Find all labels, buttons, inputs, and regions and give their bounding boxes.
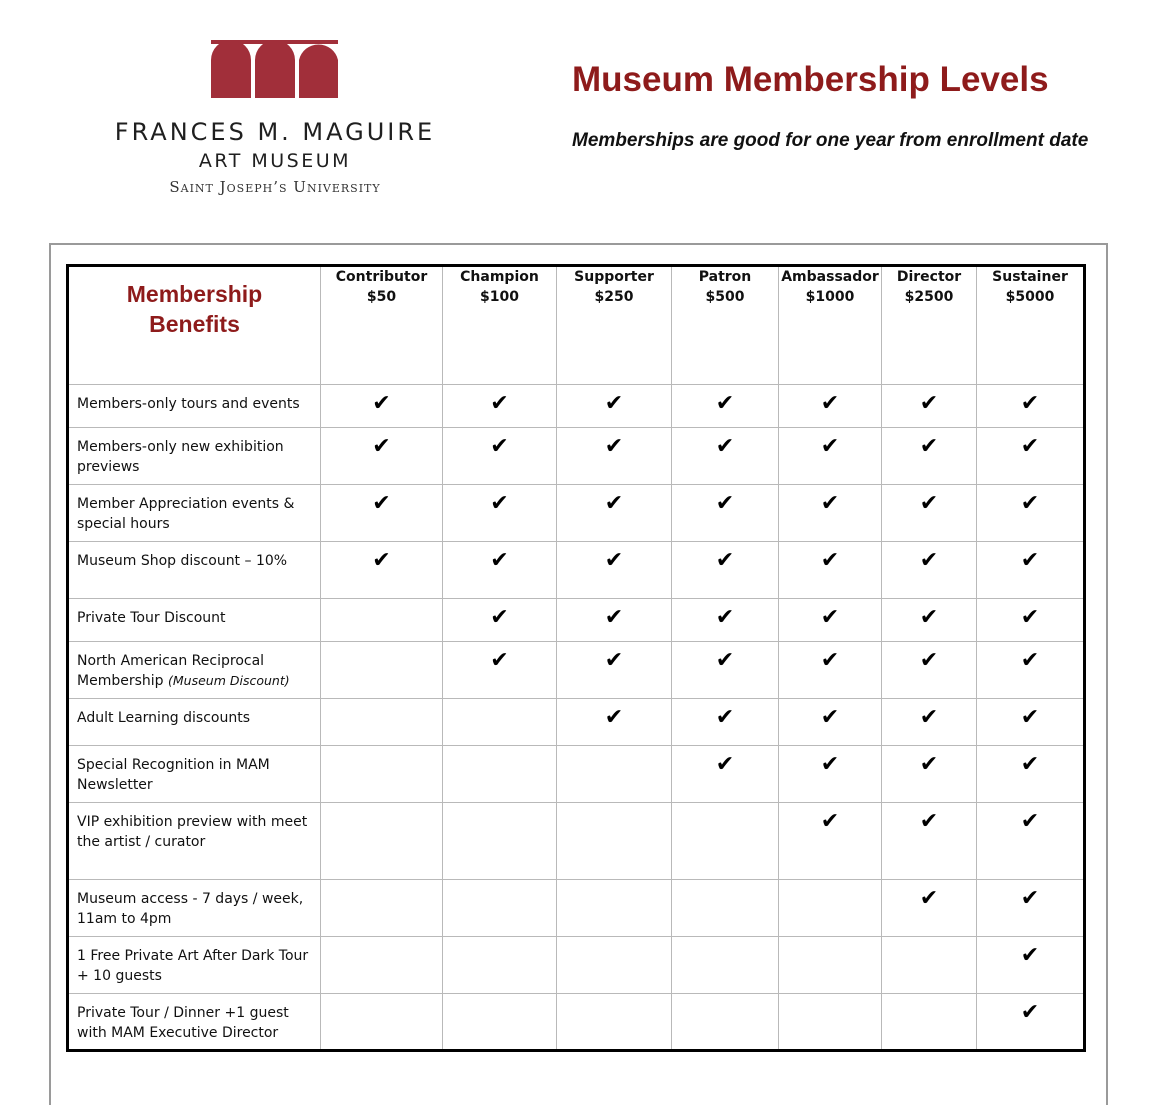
checkmark-icon: ✔ [604,434,624,459]
level-name: Sustainer [992,269,1068,285]
check-cell-director [882,880,977,937]
check-cell-supporter [557,994,672,1051]
check-cell-director [882,542,977,599]
level-column-header-champion [443,266,557,385]
benefit-label: Museum access - 7 days / week, 11am to 4pm [77,891,304,927]
checkmark-icon: ✔ [820,648,840,673]
table-row [68,428,1085,485]
check-cell-patron [672,428,779,485]
table-row [68,880,1085,937]
check-cell-contributor [321,385,443,428]
checkmark-icon: ✔ [604,548,624,573]
check-cell-sustainer [977,428,1085,485]
check-cell-sustainer [977,880,1085,937]
check-cell-ambassador [779,699,882,746]
checkmark-icon: ✔ [1020,943,1040,968]
check-cell-supporter [557,937,672,994]
benefit-note: (Museum Discount) [167,673,290,688]
benefit-cell [68,746,321,803]
table-row [68,746,1085,803]
checkmark-icon: ✔ [1020,705,1040,730]
checkmark-icon: ✔ [372,548,391,573]
checkmark-icon: ✔ [919,434,939,459]
check-cell-director [882,746,977,803]
checkmark-icon: ✔ [715,705,735,730]
page-subtitle: Memberships are good for one year from enrollment date [572,130,1089,151]
check-cell-champion [443,642,557,699]
check-cell-patron [672,994,779,1051]
checkmark-icon: ✔ [820,705,840,730]
checkmark-icon: ✔ [715,391,735,416]
check-cell-supporter [557,746,672,803]
checkmark-icon: ✔ [919,648,939,673]
checkmark-icon: ✔ [820,548,840,573]
level-column-header-director [882,266,977,385]
level-name: Ambassador [781,269,879,285]
check-cell-director [882,699,977,746]
checkmark-icon: ✔ [919,886,939,911]
level-name: Contributor [335,269,428,285]
check-cell-supporter [557,699,672,746]
check-cell-patron [672,880,779,937]
check-cell-sustainer [977,699,1085,746]
museum-name-line2: ART MUSEUM [198,150,352,172]
table-row [68,803,1085,880]
checkmark-icon: ✔ [820,605,840,630]
university-name: Saint Joseph’s University [169,178,381,196]
checkmark-icon: ✔ [490,391,509,416]
check-cell-patron [672,803,779,880]
level-column-header-sustainer [977,266,1085,385]
benefits-column-header [68,266,321,385]
check-cell-sustainer [977,599,1085,642]
check-cell-director [882,937,977,994]
check-cell-director [882,803,977,880]
check-cell-sustainer [977,994,1085,1051]
check-cell-champion [443,746,557,803]
check-cell-patron [672,542,779,599]
check-cell-champion [443,699,557,746]
check-cell-ambassador [779,994,882,1051]
checkmark-icon: ✔ [1020,548,1040,573]
check-cell-contributor [321,994,443,1051]
page-title: Museum Membership Levels [572,60,1049,99]
benefit-label: North American Reciprocal Membership [77,653,265,689]
check-cell-director [882,485,977,542]
check-cell-patron [672,746,779,803]
checkmark-icon: ✔ [715,434,735,459]
check-cell-ambassador [779,937,882,994]
check-cell-patron [672,642,779,699]
level-name: Patron [698,269,752,285]
checkmark-icon: ✔ [490,648,509,673]
benefit-label: 1 Free Private Art After Dark Tour + 10 guests [77,948,309,984]
benefit-label: Special Recognition in MAM Newsletter [77,757,270,793]
benefit-cell [68,542,321,599]
benefits-heading-line2: Benefits [149,311,240,337]
check-cell-champion [443,994,557,1051]
check-cell-champion [443,485,557,542]
table-row [68,599,1085,642]
checkmark-icon: ✔ [919,548,939,573]
check-cell-champion [443,428,557,485]
check-cell-contributor [321,880,443,937]
check-cell-supporter [557,599,672,642]
checkmark-icon: ✔ [820,434,840,459]
checkmark-icon: ✔ [715,605,735,630]
checkmark-icon: ✔ [1020,809,1040,834]
table-row [68,994,1085,1051]
checkmark-icon: ✔ [919,809,939,834]
level-price: $5000 [1005,289,1055,305]
checkmark-icon: ✔ [1020,391,1040,416]
check-cell-director [882,642,977,699]
check-cell-sustainer [977,746,1085,803]
benefit-cell [68,485,321,542]
check-cell-patron [672,699,779,746]
check-cell-supporter [557,385,672,428]
check-cell-sustainer [977,803,1085,880]
check-cell-contributor [321,599,443,642]
level-price: $2500 [904,289,954,305]
level-column-header-contributor [321,266,443,385]
table-body [68,385,1085,1051]
table-row [68,699,1085,746]
check-cell-supporter [557,428,672,485]
benefit-label: Private Tour Discount [77,610,226,626]
benefit-label: Member Appreciation events & special hours [77,496,295,532]
check-cell-supporter [557,485,672,542]
check-cell-contributor [321,803,443,880]
check-cell-patron [672,385,779,428]
checkmark-icon: ✔ [919,752,939,777]
check-cell-patron [672,937,779,994]
check-cell-champion [443,937,557,994]
membership-table [66,264,1086,1052]
checkmark-icon: ✔ [715,548,735,573]
level-name: Supporter [574,269,654,285]
level-price: $1000 [805,289,855,305]
check-cell-ambassador [779,485,882,542]
benefit-label: VIP exhibition preview with meet the artist / curator [77,814,308,850]
check-cell-director [882,599,977,642]
check-cell-supporter [557,642,672,699]
benefits-heading-line1: Membership [126,281,263,307]
check-cell-sustainer [977,937,1085,994]
check-cell-ambassador [779,599,882,642]
check-cell-contributor [321,428,443,485]
checkmark-icon: ✔ [604,491,624,516]
checkmark-icon: ✔ [1020,752,1040,777]
benefit-label: Adult Learning discounts [77,710,251,726]
check-cell-ambassador [779,428,882,485]
benefit-cell [68,699,321,746]
check-cell-champion [443,880,557,937]
check-cell-champion [443,542,557,599]
checkmark-icon: ✔ [372,434,391,459]
benefit-label: Private Tour / Dinner +1 guest with MAM Executive Director [77,1005,289,1041]
checkmark-icon: ✔ [919,491,939,516]
check-cell-patron [672,599,779,642]
check-cell-director [882,385,977,428]
checkmark-icon: ✔ [372,391,391,416]
checkmark-icon: ✔ [604,705,624,730]
checkmark-icon: ✔ [715,752,735,777]
checkmark-icon: ✔ [1020,648,1040,673]
checkmark-icon: ✔ [715,648,735,673]
table-row [68,937,1085,994]
benefit-cell [68,880,321,937]
check-cell-contributor [321,542,443,599]
checkmark-icon: ✔ [919,605,939,630]
checkmark-icon: ✔ [372,491,391,516]
benefit-cell [68,385,321,428]
check-cell-champion [443,803,557,880]
museum-name-line1: FRANCES M. MAGUIRE [114,118,436,146]
check-cell-supporter [557,803,672,880]
level-price: $250 [594,289,634,305]
museum-logo-arches-icon [211,40,338,98]
check-cell-ambassador [779,542,882,599]
checkmark-icon: ✔ [490,605,509,630]
level-name: Champion [460,269,539,285]
check-cell-sustainer [977,542,1085,599]
check-cell-sustainer [977,485,1085,542]
check-cell-patron [672,485,779,542]
benefit-cell [68,642,321,699]
checkmark-icon: ✔ [604,648,624,673]
benefit-label: Members-only tours and events [77,396,300,412]
checkmark-icon: ✔ [490,434,509,459]
checkmark-icon: ✔ [715,491,735,516]
table-row [68,485,1085,542]
checkmark-icon: ✔ [919,391,939,416]
checkmark-icon: ✔ [820,752,840,777]
checkmark-icon: ✔ [1020,434,1040,459]
checkmark-icon: ✔ [490,548,509,573]
checkmark-icon: ✔ [820,809,840,834]
level-price: $100 [480,289,519,305]
check-cell-ambassador [779,880,882,937]
table-row [68,385,1085,428]
checkmark-icon: ✔ [1020,491,1040,516]
table-row [68,642,1085,699]
check-cell-sustainer [977,385,1085,428]
check-cell-sustainer [977,642,1085,699]
check-cell-supporter [557,542,672,599]
checkmark-icon: ✔ [820,491,840,516]
level-column-header-ambassador [779,266,882,385]
check-cell-ambassador [779,803,882,880]
benefit-label: Members-only new exhibition previews [77,439,284,475]
table-row [68,542,1085,599]
check-cell-contributor [321,746,443,803]
checkmark-icon: ✔ [1020,886,1040,911]
level-price: $50 [366,289,397,305]
check-cell-director [882,428,977,485]
benefit-label: Museum Shop discount – 10% [77,553,288,569]
checkmark-icon: ✔ [919,705,939,730]
checkmark-icon: ✔ [1020,605,1040,630]
level-column-header-supporter [557,266,672,385]
level-column-header-patron [672,266,779,385]
level-price: $500 [705,289,745,305]
check-cell-contributor [321,485,443,542]
check-cell-contributor [321,937,443,994]
level-name: Director [896,269,962,285]
benefit-cell [68,803,321,880]
check-cell-director [882,994,977,1051]
checkmark-icon: ✔ [820,391,840,416]
benefit-cell [68,994,321,1051]
benefit-cell [68,599,321,642]
check-cell-champion [443,599,557,642]
checkmark-icon: ✔ [490,491,509,516]
checkmark-icon: ✔ [1020,1000,1040,1025]
checkmark-icon: ✔ [604,391,624,416]
benefit-cell [68,428,321,485]
check-cell-contributor [321,642,443,699]
check-cell-contributor [321,699,443,746]
check-cell-ambassador [779,385,882,428]
check-cell-supporter [557,880,672,937]
benefit-cell [68,937,321,994]
table-header-row [68,266,1085,385]
check-cell-champion [443,385,557,428]
checkmark-icon: ✔ [604,605,624,630]
check-cell-ambassador [779,642,882,699]
check-cell-ambassador [779,746,882,803]
